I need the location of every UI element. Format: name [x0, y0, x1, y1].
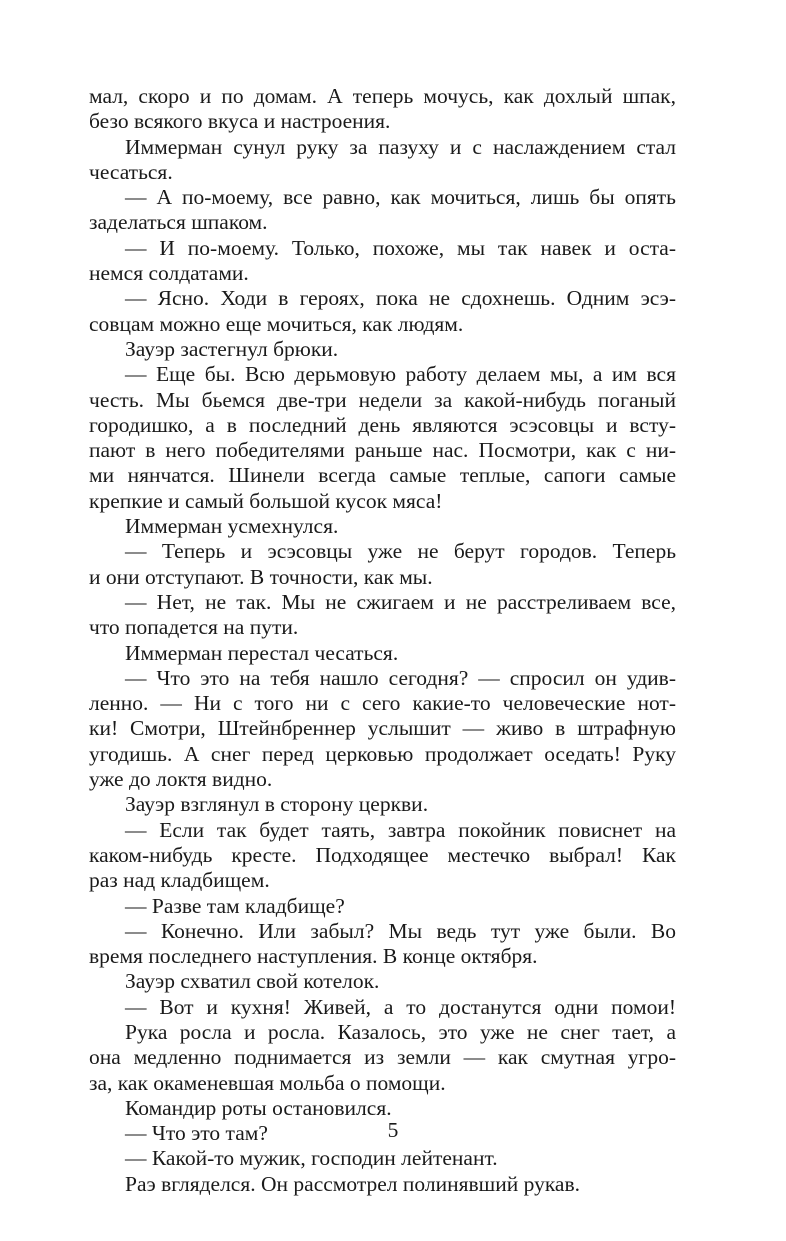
text-line: Зауэр застегнул брюки. — [125, 336, 339, 361]
text-line: — Ясно. Ходи в героях, пока не сдохнешь. Одним эсэ- — [125, 286, 676, 311]
text-line: Зауэр схватил свой котелок. — [125, 969, 380, 994]
text-line: — Что это там? — [125, 1121, 268, 1146]
text-line: время последнего наступления. В конце октября. — [89, 944, 538, 969]
text-line: ки! Смотри, Штейнбреннер услышит — живо в штрафную — [89, 716, 676, 741]
text-line: пают в него победителями раньше нас. Посмотри, как с ни- — [89, 438, 676, 463]
text-line: она медленно поднимается из земли — как смутная угро- — [89, 1045, 676, 1070]
text-line: безо всякого вкуса и настроения. — [89, 109, 391, 134]
text-line: Рука росла и росла. Казалось, это уже не снег тает, а — [125, 1019, 676, 1044]
text-line: — Если так будет таять, завтра покойник повиснет на — [125, 817, 676, 842]
text-line: каком-нибудь кресте. Подходящее местечко выбрал! Как — [89, 842, 676, 867]
text-line: ми нянчатся. Шинели всегда самые теплые, сапоги самые — [89, 463, 676, 488]
text-line: совцам можно еще мочиться, как людям. — [89, 311, 464, 336]
text-line: — Вот и кухня! Живей, а то достанутся одни помои! — [125, 994, 676, 1019]
text-line: раз над кладбищем. — [89, 868, 270, 893]
text-line: за, как окаменевшая мольба о помощи. — [89, 1070, 446, 1095]
text-line: и они отступают. В точности, как мы. — [89, 564, 433, 589]
text-line: — Конечно. Или забыл? Мы ведь тут уже были. Во — [125, 918, 676, 943]
text-line: Раэ вгляделся. Он рассмотрел полинявший рукав. — [125, 1171, 581, 1196]
text-line: Иммерман перестал чесаться. — [125, 640, 399, 665]
text-line: — Какой-то мужик, господин лейтенант. — [125, 1146, 498, 1171]
text-line: крепкие и самый большой кусок мяса! — [89, 488, 443, 513]
text-line: городишко, а в последний день являются эсэсовцы и всту- — [89, 412, 676, 437]
text-line: Зауэр взглянул в сторону церкви. — [125, 792, 429, 817]
text-line: Иммерман усмехнулся. — [125, 514, 339, 539]
text-line: заделаться шпаком. — [89, 210, 268, 235]
text-line: — Что это на тебя нашло сегодня? — спросил он удив- — [125, 665, 676, 690]
text-line: немся солдатами. — [89, 261, 249, 286]
text-line: Иммерман сунул руку за пазуху и с наслаждением стал — [125, 134, 676, 159]
text-line: угодишь. А снег перед церковью продолжает оседать! Руку — [89, 741, 676, 766]
text-line: уже до локтя видно. — [89, 767, 273, 792]
page-number: 5 — [387, 1118, 399, 1142]
text-line: ленно. — Ни с того ни с сего какие-то человеческие нот- — [89, 691, 676, 716]
text-line: — И по-моему. Только, похоже, мы так навек и оста- — [125, 235, 676, 260]
text-line: — Разве там кладбище? — [125, 893, 345, 918]
text-line: — А по-моему, все равно, как мочиться, лишь бы опять — [125, 185, 676, 210]
text-line: честь. Мы бьемся две-три недели за какой-нибудь поганый — [89, 387, 676, 412]
text-line: мал, скоро и по домам. А теперь мочусь, как дохлый шпак, — [89, 84, 676, 108]
text-line: — Еще бы. Всю дерьмовую работу делаем мы, а им вся — [125, 362, 676, 387]
text-line: чесаться. — [89, 159, 173, 184]
text-line: Командир роты остановился. — [125, 1095, 392, 1120]
page-body — [89, 84, 676, 1197]
text-line: — Нет, не так. Мы не сжигаем и не расстреливаем все, — [125, 589, 676, 614]
text-line: — Теперь и эсэсовцы уже не берут городов. Теперь — [125, 539, 676, 564]
text-line: что попадется на пути. — [89, 615, 299, 640]
